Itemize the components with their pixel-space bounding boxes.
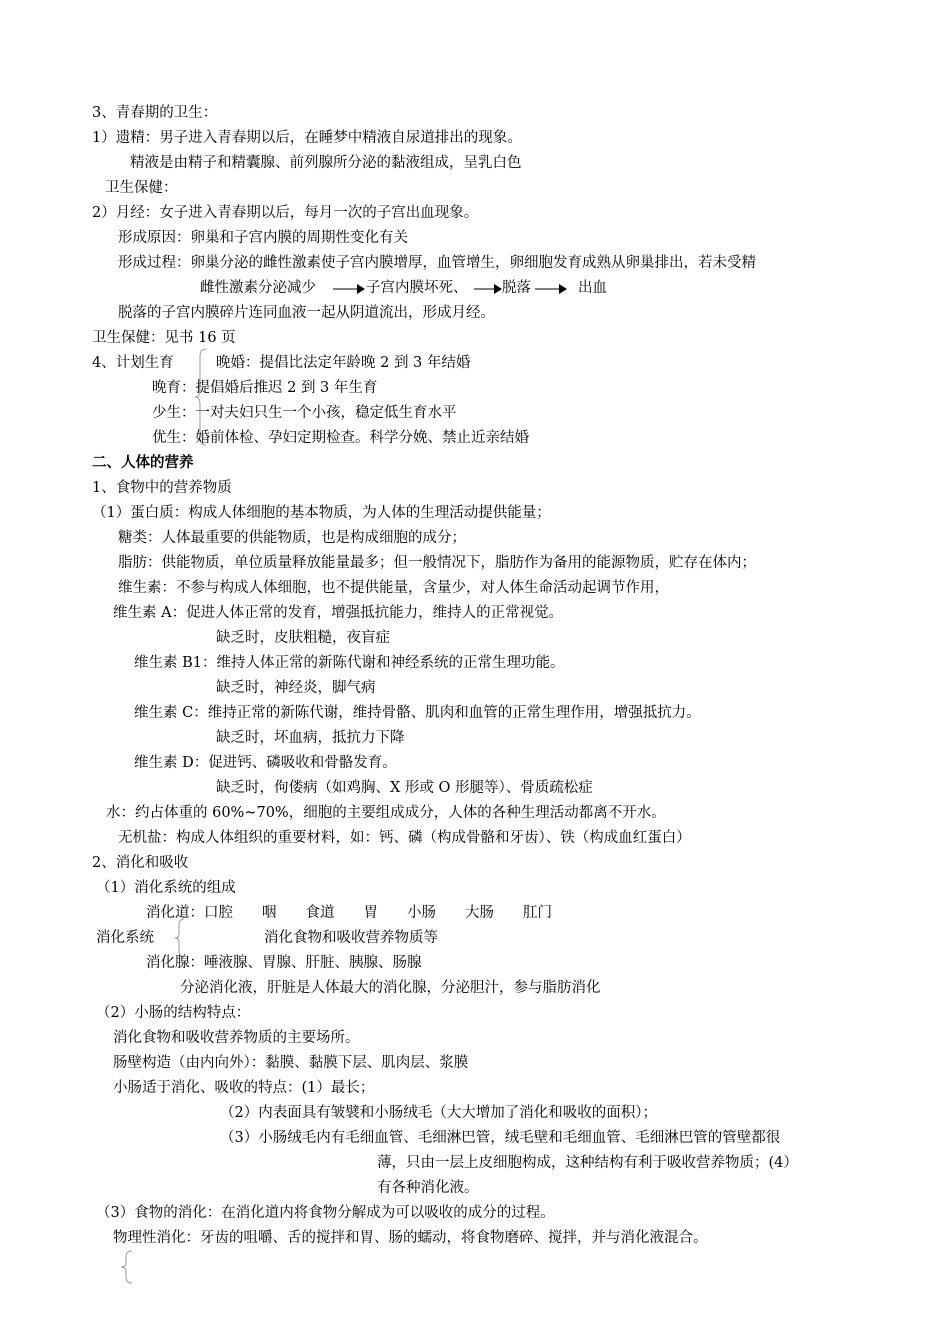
- text-line: 卫生保健：: [105, 180, 178, 196]
- text-line: 维生素 C：维持正常的新陈代谢，维持骨骼、肌肉和血管的正常生理作用，增强抵抗力。: [134, 705, 701, 721]
- text-line: 脱落的子宫内膜碎片连同血液一起从阴道流出，形成月经。: [118, 305, 495, 321]
- text-line: 精液是由精子和精囊腺、前列腺所分泌的黏液组成，呈乳白色: [130, 155, 522, 171]
- flow-step-3: 脱落: [502, 280, 531, 296]
- text-line: 薄，只由一层上皮细胞构成，这种结构有利于吸收营养物质；(4）: [377, 1155, 798, 1171]
- text-line: 晚婚：提倡比法定年龄晚 2 到 3 年结婚: [216, 355, 471, 371]
- text-line: 水：约占体重的 60%~70%，细胞的主要组成成分，人体的各种生理活动都离不开水。: [106, 805, 666, 821]
- flow-step-2: 子宫内膜坏死、: [366, 280, 468, 296]
- text-line: 维生素：不参与构成人体细胞，也不提供能量，含量少，对人体生命活动起调节作用，: [118, 580, 669, 596]
- text-line: 晚育：提倡婚后推迟 2 到 3 年生育: [152, 380, 378, 396]
- text-line: 糖类：人体最重要的供能物质，也是构成细胞的成分；: [118, 530, 466, 546]
- text-line: （3）小肠绒毛内有毛细血管、毛细淋巴管，绒毛壁和毛细血管、毛细淋巴管的管壁都很: [220, 1130, 781, 1146]
- heading-family-planning: 4、计划生育: [92, 355, 174, 371]
- text-line: 形成过程：卵巢分泌的雌性激素使子宫内膜增厚，血管增生，卵细胞发育成熟从卵巢排出，若未受精: [118, 255, 756, 271]
- text-line: （1）消化系统的组成: [96, 880, 236, 896]
- text-line: 消化食物和吸收营养物质等: [264, 930, 438, 946]
- curly-brace-icon: [174, 918, 186, 958]
- text-line: 物理性消化：牙齿的咀嚼、舌的搅拌和胃、肠的蠕动，将食物磨碎、搅拌，并与消化液混合。: [113, 1230, 708, 1246]
- text-line: 维生素 D：促进钙、磷吸收和骨骼发育。: [134, 755, 397, 771]
- text-line: 维生素 A：促进人体正常的发育，增强抵抗能力，维持人的正常视觉。: [113, 605, 564, 621]
- text-line: 分泌消化液，肝脏是人体最大的消化腺，分泌胆汁，参与脂肪消化: [180, 980, 601, 996]
- text-line: 2）月经：女子进入青春期以后，每月一次的子宫出血现象。: [92, 205, 479, 221]
- flow-step-1: 雌性激素分泌减少: [200, 280, 316, 296]
- text-line: 卫生保健：见书 16 页: [92, 330, 236, 346]
- text-line: 少生：一对夫妇只生一个小孩，稳定低生育水平: [152, 405, 457, 421]
- text-line: 消化腺：唾液腺、胃腺、肝脏、胰腺、肠腺: [146, 955, 422, 971]
- text-line: （2）内表面具有皱襞和小肠绒毛（大大增加了消化和吸收的面积）；: [220, 1105, 657, 1121]
- section-heading: 二、人体的营养: [92, 454, 194, 471]
- text-line: 1）遗精：男子进入青春期以后，在睡梦中精液自尿道排出的现象。: [92, 130, 522, 146]
- flow-step-4: 出血: [578, 280, 607, 296]
- text-line: （2）小肠的结构特点：: [96, 1005, 251, 1021]
- subheading: 1、食物中的营养物质: [92, 480, 232, 496]
- text-line: 脂肪：供能物质，单位质量释放能量最多；但一般情况下，脂肪作为备用的能源物质，贮存在体内；: [118, 555, 756, 571]
- text-line: 小肠适于消化、吸收的特点：(1）最长；: [113, 1080, 375, 1096]
- text-line: 肠壁构造（由内向外）：黏膜、黏膜下层、肌肉层、浆膜: [113, 1055, 469, 1071]
- text-line: （1）蛋白质：构成人体细胞的基本物质，为人体的生理活动提供能量；: [92, 505, 551, 521]
- text-line: 有各种消化液。: [377, 1180, 479, 1196]
- text-line: 无机盐：构成人体组织的重要材料，如：钙、磷（构成骨骼和牙齿）、铁（构成血红蛋白）: [118, 830, 691, 846]
- text-line: 缺乏时，佝偻病（如鸡胸、X 形或 O 形腿等）、骨质疏松症: [216, 780, 593, 796]
- text-line: 消化食物和吸收营养物质的主要场所。: [113, 1030, 360, 1046]
- text-line: 缺乏时，皮肤粗糙，夜盲症: [216, 630, 390, 646]
- text-line: （3）食物的消化：在消化道内将食物分解成为可以吸收的成分的过程。: [96, 1205, 555, 1221]
- arrow-right-icon: [535, 283, 567, 295]
- text-line: 消化道：口腔 咽 食道 胃 小肠 大肠 肛门: [146, 905, 552, 921]
- subheading: 2、消化和吸收: [92, 855, 189, 871]
- text-line: 形成原因：卵巢和子宫内膜的周期性变化有关: [118, 230, 408, 246]
- text-line: 维生素 B1：维持人体正常的新陈代谢和神经系统的正常生理功能。: [134, 655, 565, 671]
- curly-brace-icon: [120, 1250, 134, 1284]
- arrow-right-icon: [333, 283, 365, 295]
- arrow-right-icon: [474, 283, 502, 295]
- heading-puberty-hygiene: 3、青春期的卫生：: [92, 105, 218, 121]
- text-line: 缺乏时，神经炎，脚气病: [216, 680, 376, 696]
- text-line: 缺乏时，坏血病，抵抗力下降: [216, 730, 405, 746]
- text-line: 优生：婚前体检、孕妇定期检查。科学分娩、禁止近亲结婚: [152, 430, 529, 446]
- text-line: 消化系统: [96, 930, 154, 946]
